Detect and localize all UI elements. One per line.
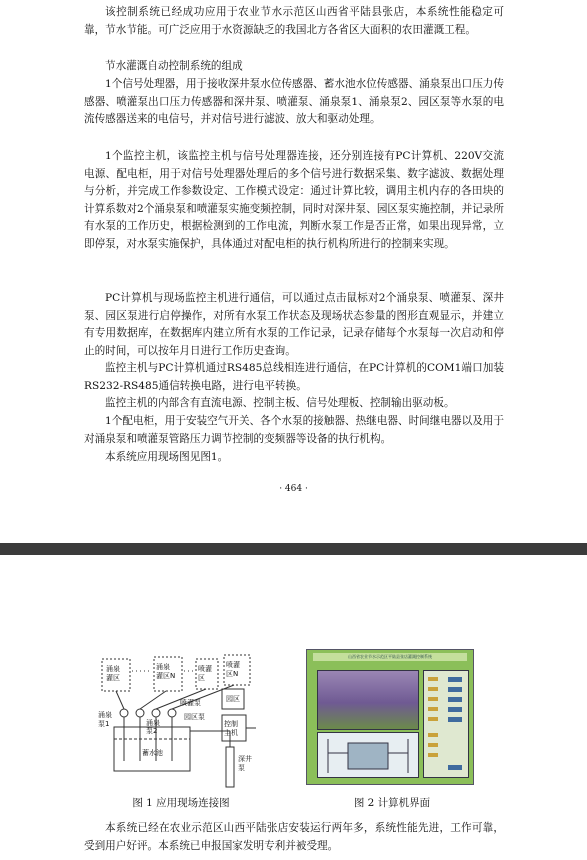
label-control-host-1: 控制	[224, 720, 238, 728]
label-yongquan-area-1: 涌泉	[106, 665, 120, 673]
label-penguan-area-1: 喷灌	[198, 665, 212, 673]
paragraph-rs485: 监控主机与PC计算机通过RS485总线相连进行通信，在PC计算机的COM1端口加装RS232-RS485通信转换电路，进行电平转换。	[84, 362, 504, 392]
label-yuanqu-pump: 园区泵	[184, 713, 205, 721]
indicator-6	[428, 733, 438, 737]
label-penguan-pump: 喷灌泵	[180, 699, 201, 707]
indicator-1	[428, 677, 438, 681]
label-pump2-2: 泵2	[146, 727, 158, 735]
figure1-caption: 图 1 应用现场连接图	[132, 797, 230, 809]
page-bottom	[0, 555, 587, 860]
diagram-tank	[348, 743, 388, 769]
paragraph-pc-communication: PC计算机与现场监控主机进行通信，可以通过点击鼠标对2个涌泉泵、喷灌泵、深井泵、园区泵进行启停操作，对所有水泵工作状态及现场状态参量的图形直观显示，并建立有专用数据库，在数据库内建立所有水泵的工作记录，记录存储每个水泵每一次启动和停止的时间，可以按年月日进行工作历史查询。	[84, 292, 504, 357]
pump-icon-4	[168, 709, 176, 717]
label-pump2-1: 涌泉	[146, 719, 160, 727]
label-area-n-right-2: 区N	[226, 670, 239, 678]
pipe-line-1	[116, 691, 124, 709]
control-panel	[423, 670, 469, 778]
figure1-svg	[96, 643, 266, 791]
label-yongquan-area-2: 灌区	[106, 674, 120, 682]
control-button-1[interactable]	[448, 677, 462, 682]
pump-diagram-panel	[317, 732, 419, 778]
label-well-pump-2: 泵	[238, 764, 245, 772]
label-yuanqu: 园区	[226, 695, 240, 703]
label-area-n-left-1: 涌泉	[156, 663, 170, 671]
indicator-3	[428, 697, 438, 701]
pump-icon-2	[136, 709, 144, 717]
page-number: · 464 ·	[279, 484, 308, 494]
label-control-host-2: 主机	[224, 729, 238, 737]
label-pump1-2: 泵1	[98, 720, 110, 728]
control-button-4[interactable]	[448, 707, 462, 712]
pump-icon-3	[152, 709, 160, 717]
control-button-5[interactable]	[448, 717, 462, 722]
paragraph-host-internals: 监控主机的内部含有直流电源、控制主板、信号处理板、控制输出驱动板。	[105, 397, 455, 409]
indicator-8	[428, 753, 438, 757]
control-button-6[interactable]	[448, 765, 462, 770]
label-penguan-area-2: 区	[198, 674, 205, 682]
indicator-5	[428, 717, 438, 721]
figure2-computer-interface	[306, 649, 474, 785]
control-button-3[interactable]	[448, 697, 462, 702]
pump-icon-1	[120, 709, 128, 717]
indicator-7	[428, 743, 438, 747]
indicator-2	[428, 687, 438, 691]
section-heading: 节水灌溉自动控制系统的组成	[105, 60, 243, 72]
field-photo	[317, 670, 419, 730]
paragraph-distribution-cabinet: 1个配电柜，用于安装空气开关、各个水泵的接触器、热继电器、时间继电器以及用于对涌泉泵和喷灌泵管路压力调节控制的变频器等设备的执行机构。	[84, 415, 504, 445]
control-button-2[interactable]	[448, 687, 462, 692]
pump-diagram-svg	[318, 733, 418, 777]
page-divider	[0, 543, 587, 555]
paragraph-monitor-host: 1个监控主机，该监控主机与信号处理器连接，还分别连接有PC计算机、220V交流电源、配电柜，用于对信号处理器处理后的多个信号进行数据采集、数字滤波、数据处理与分析，并完成工作参数设定、工作模式设定：通过计算比较，调用主机内存的各田块的计算系数对2个涌泉泵和喷灌泵实施变频控制，同时对深井泵、园区泵实施控制，并记录所有水泵的工作历史，根据检测到的工作电流，判断水泵工作是否正常，如果出现异常，立即停泵，对水泵实施保护，具体通过对配电柜的执行机构所进行的控制来实现。	[84, 150, 504, 250]
label-well-pump-1: 深井	[238, 755, 252, 763]
figure1-connection-diagram	[96, 643, 266, 791]
paragraph-conclusion: 本系统已经在农业示范区山西平陆张店安装运行两年多，系统性能先进，工作可靠，受到用户好评。本系统已申报国家发明专利并被受理。	[84, 822, 504, 852]
figure2-caption: 图 2 计算机界面	[353, 797, 431, 809]
paragraph-intro: 该控制系统已经成功应用于农业节水示范区山西省平陆县张店，本系统性能稳定可靠，节水节能。可广泛应用于水资源缺乏的我国北方各省区大面积的农田灌溉工程。	[84, 6, 504, 36]
label-area-n-left-2: 灌区N	[156, 672, 176, 680]
label-area-n-right-1: 喷灌	[226, 661, 240, 669]
label-pump1-1: 涌泉	[98, 711, 112, 719]
screen-title: 山西省农业节水示范区平陆县张店灌溉控制系统	[313, 653, 467, 661]
indicator-4	[428, 707, 438, 711]
paragraph-signal-processor: 1个信号处理器，用于接收深井泵水位传感器、蓄水池水位传感器、涌泉泵出口压力传感器、喷灌泵出口压力传感器和深井泵、喷灌泵、涌泉泵1、涌泉泵2、园区泵等水泵的电流传感器送来的电信号，并对信号进行滤波、放大和驱动处理。	[84, 78, 504, 126]
control-host-box	[222, 715, 246, 741]
well-shaft	[226, 747, 234, 787]
paragraph-figure-ref: 本系统应用现场图见图1。	[105, 451, 229, 463]
label-reservoir: 蓄水池	[142, 749, 163, 757]
